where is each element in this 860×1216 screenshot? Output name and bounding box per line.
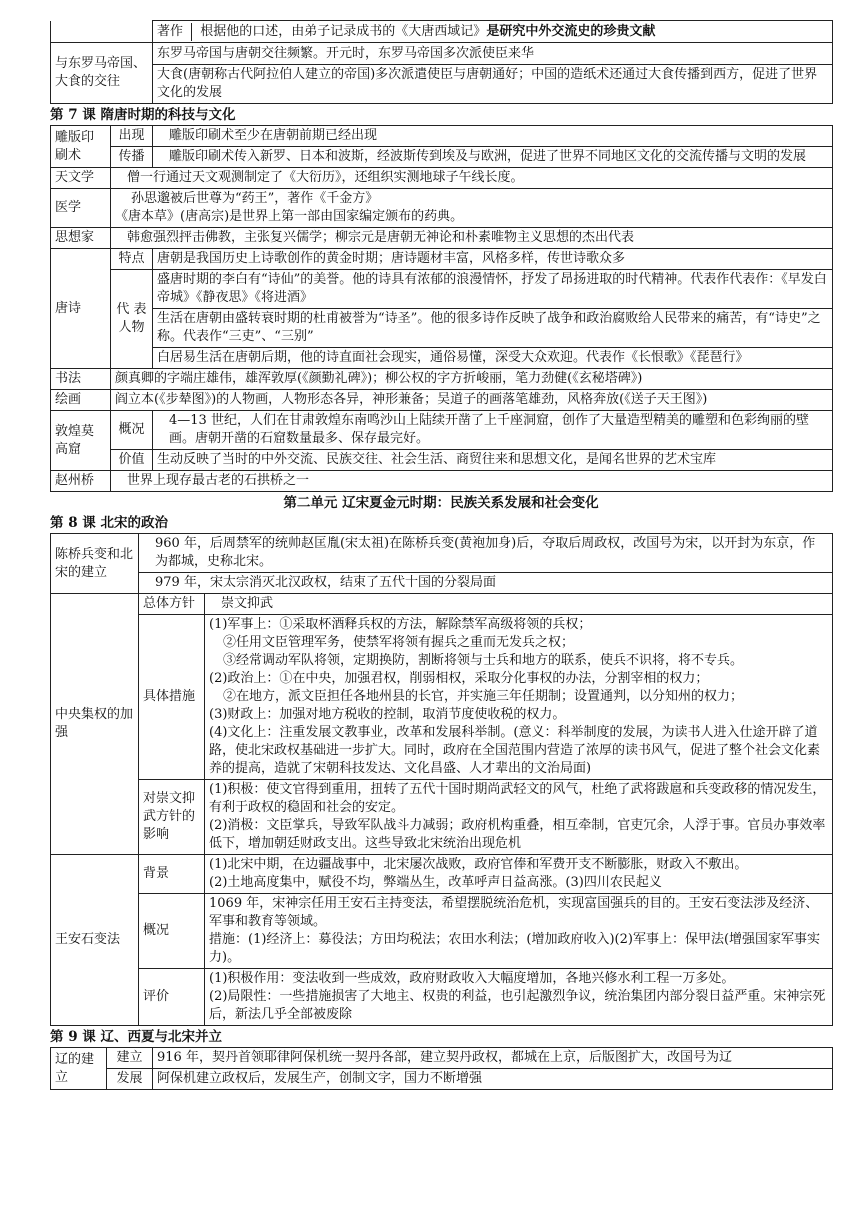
- table-row: [51, 369, 833, 390]
- row-label: 中央集权的加强: [51, 594, 139, 855]
- table-cell: 雕版印刷术至少在唐朝前期已经出现: [153, 126, 833, 147]
- table-cell: 僧一行通过天文观测制定了《大衍历》，还组织实测地球子午线长度。: [111, 168, 833, 189]
- table-row: [51, 228, 833, 249]
- table-row: [51, 969, 833, 1026]
- table-cell: [205, 615, 833, 780]
- row-label: 绘画: [51, 390, 111, 411]
- sub-label: 发展: [107, 1069, 153, 1090]
- table-row: [51, 249, 833, 270]
- sub-label: 建立: [107, 1048, 153, 1069]
- row-label: 天文学: [51, 168, 111, 189]
- table-row: [51, 21, 833, 43]
- sub-label: 具体措施: [139, 615, 205, 780]
- table-cell: 大食(唐朝称古代阿拉伯人建立的帝国)多次派遣使臣与唐朝通好；中国的造纸术还通过大食传播到西方，促进了世界文化的发展: [153, 65, 833, 104]
- table-row: [51, 615, 833, 780]
- table-row: [51, 855, 833, 894]
- lesson8-table: [50, 533, 833, 1026]
- sub-label: 对崇文抑武方针的影响: [139, 780, 205, 855]
- table-cell: 979 年，宋太宗消灭北汉政权，结束了五代十国的分裂局面: [139, 573, 833, 594]
- table-cell: [205, 894, 833, 969]
- row-label: 与东罗马帝国、大食的交往: [51, 43, 153, 104]
- lesson7-table: [50, 125, 833, 492]
- cell-line: (2)消极：文臣掌兵，导致军队战斗力减弱；政府机构重叠，相互牵制，官吏冗余，人浮于事。官员办事效率低下，增加朝廷财政支出。这些导致北宋统治出现危机: [209, 818, 826, 851]
- table-row: [51, 534, 833, 573]
- table-row: [51, 594, 833, 615]
- table-cell: [111, 189, 833, 228]
- cell-line: (2)政治上：①在中央，加强君权，削弱相权，采取分化事权的办法，分割宰相的权力；: [209, 671, 709, 686]
- row-label: 思想家: [51, 228, 111, 249]
- sub-label: 出现: [111, 126, 153, 147]
- lesson8-heading: 第 8 课 北宋的政治: [50, 515, 168, 531]
- table-row: [51, 147, 833, 168]
- row-label: 唐诗: [51, 249, 111, 369]
- row-label: 陈桥兵变和北宋的建立: [51, 534, 139, 594]
- sub-label: 概况: [139, 894, 205, 969]
- table-cell: 4—13 世纪，人们在甘肃敦煌东南鸣沙山上陆续开凿了上千座洞窟，创作了大量造型精美的雕塑和色彩绚丽的壁画。唐朝开凿的石窟数量最多、保存最完好。: [153, 411, 833, 450]
- table-cell: 阎立本(《步辇图》)的人物画，人物形态各异，神形兼备；吴道子的画落笔雄劲，风格奔放(《送子天王图》): [111, 390, 833, 411]
- cell-line: 1069 年，宋神宗任用王安石主持变法，希望摆脱统治危机，实现富国强兵的目的。王安石变法涉及经济、军事和教育等领域。: [209, 896, 819, 929]
- table-cell: 雕版印刷术传入新罗、日本和波斯，经波斯传到埃及与欧洲，促进了世界不同地区文化的交流传播与文明的发展: [153, 147, 833, 168]
- lesson9-table: [50, 1047, 833, 1090]
- table-row: [51, 573, 833, 594]
- row-label: 雕版印刷术: [51, 126, 111, 168]
- sub-label: 总体方针: [139, 594, 205, 615]
- row-label: 王安石变法: [51, 855, 139, 1026]
- lesson9-heading: 第 9 课 辽、西夏与北宋并立: [50, 1029, 222, 1045]
- table-row: [51, 471, 833, 492]
- row-label: 书法: [51, 369, 111, 390]
- table-row: [51, 390, 833, 411]
- sub-label: 特点: [111, 249, 153, 270]
- sub-label: 著作: [157, 23, 184, 39]
- table-cell: 白居易生活在唐朝后期，他的诗直面社会现实，通俗易懂，深受大众欢迎。代表作《长恨歌》《琵琶行》: [153, 348, 833, 369]
- cell-line: (2)局限性：一些措施损害了大地主、权贵的利益，也引起激烈争议，统治集团内部分裂日益严重。宋神宗死后，新法几乎全部被废除: [209, 989, 826, 1022]
- cell-line: (1)积极作用：变法收到一些成效，政府财政收入大幅度增加，各地兴修水利工程一万多处。: [209, 971, 735, 986]
- cell-line: 孙思邈被后世尊为“药王”，著作《千金方》: [131, 191, 379, 206]
- cell-line: ②任用文臣管理军务，使禁军将领有握兵之重而无发兵之权；: [223, 635, 575, 650]
- sub-label: 概况: [111, 411, 153, 450]
- table-cell: 960 年，后周禁军的统帅赵匡胤(宋太祖)在陈桥兵变(黄袍加身)后，夺取后周政权，改国号为宋，以开封为东京，作为都城，史称北宋。: [139, 534, 833, 573]
- row-label: 医学: [51, 189, 111, 228]
- cell-bold-text: 是研究中外交流史的珍贵文献: [486, 23, 656, 39]
- sub-label: 背景: [139, 855, 205, 894]
- table-row: [51, 1069, 833, 1090]
- table-cell: 韩愈强烈抨击佛教，主张复兴儒学；柳宗元是唐朝无神论和朴素唯物主义思想的杰出代表: [111, 228, 833, 249]
- sub-label: 评价: [139, 969, 205, 1026]
- sub-label: 价值: [111, 450, 153, 471]
- table-cell: [205, 780, 833, 855]
- table-row: [51, 894, 833, 969]
- cell-line: (1)积极：使文官得到重用，扭转了五代十国时期尚武轻文的风气，杜绝了武将跋扈和兵变政移的情况发生，有利于政权的稳固和社会的安定。: [209, 782, 826, 815]
- row-label: 辽的建立: [51, 1048, 107, 1090]
- cell-line: (1)北宋中期，在边疆战事中，北宋屡次战败，政府官俸和军费开支不断膨胀，财政入不敷出。: [209, 857, 748, 872]
- table-cell: 崇文抑武: [205, 594, 833, 615]
- table-row: [51, 189, 833, 228]
- table-cell: 916 年，契丹首领耶律阿保机统一契丹各部，建立契丹政权，都城在上京，后版图扩大，改国号为辽: [153, 1048, 833, 1069]
- table-cell: [153, 21, 833, 43]
- table-row: [51, 780, 833, 855]
- row-label: 敦煌莫高窟: [51, 411, 111, 471]
- document-page: [50, 20, 832, 1090]
- table-row: [51, 126, 833, 147]
- table-cell: 阿保机建立政权后，发展生产，创制文字，国力不断增强: [153, 1069, 833, 1090]
- lesson7-heading: 第 7 课 隋唐时期的科技与文化: [50, 107, 236, 123]
- unit-title: 第二单元 辽宋夏金元时期：民族关系发展和社会变化: [283, 495, 599, 511]
- cell-line: (1)军事上：①采取杯酒释兵权的方法，解除禁军高级将领的兵权；: [209, 617, 592, 632]
- table-cell: 世界上现存最古老的石拱桥之一: [111, 471, 833, 492]
- table-row: [51, 1048, 833, 1069]
- table-cell: [205, 855, 833, 894]
- sub-label: 传播: [111, 147, 153, 168]
- table-row: [51, 43, 833, 65]
- exchange-table: [50, 20, 833, 104]
- cell-line: (2)土地高度集中，赋役不均，弊端丛生，改革呼声日益高涨。(3)四川农民起义: [209, 875, 662, 890]
- table-row: [51, 348, 833, 369]
- cell-line: (3)财政上：加强对地方税收的控制，取消节度使收税的权力。: [209, 707, 566, 722]
- table-row: [51, 168, 833, 189]
- cell-line: 措施：(1)经济上：募役法；方田均税法；农田水利法；(增加政府收入)(2)军事上：保甲法(增强国家军事实力)。: [209, 932, 821, 965]
- cell-line: ②在地方，派文臣担任各地州县的长官，并实施三年任期制；设置通判，以分知州的权力；: [223, 689, 744, 704]
- table-cell: 唐朝是我国历史上诗歌创作的黄金时期；唐诗题材丰富，风格多样，传世诗歌众多: [153, 249, 833, 270]
- table-cell: [205, 969, 833, 1026]
- sub-label: 代 表人物: [111, 270, 153, 369]
- table-cell: 生活在唐朝由盛转衰时期的杜甫被誉为“诗圣”。他的很多诗作反映了战争和政治腐败给人民带来的痛苦，有“诗史”之称。代表作“三吏”、“三别”: [153, 309, 833, 348]
- table-row: [51, 309, 833, 348]
- cell-text: 根据他的口述，由弟子记录成书的《大唐西域记》: [200, 23, 487, 39]
- row-label: 赵州桥: [51, 471, 111, 492]
- table-row: [51, 65, 833, 104]
- table-cell: 生动反映了当时的中外交流、民族交往、社会生活、商贸往来和思想文化，是闻名世界的艺术宝库: [153, 450, 833, 471]
- table-cell: 颜真卿的字端庄雄伟，雄浑敦厚(《颜勤礼碑》)；柳公权的字方折峻丽，笔力劲健(《玄秘塔碑》): [111, 369, 833, 390]
- cell-line: ③经常调动军队将领，定期换防，割断将领与士兵和地方的联系，使兵不识将，将不专兵。: [223, 653, 744, 668]
- cell-line: 《唐本草》(唐高宗)是世界上第一部由国家编定颁布的药典。: [115, 209, 464, 224]
- table-cell: 盛唐时期的李白有“诗仙”的美誉。他的诗具有浓郁的浪漫情怀，抒发了昂扬进取的时代精神。代表作代表作：《早发白帝城》《静夜思》《将进酒》: [153, 270, 833, 309]
- table-row: [51, 450, 833, 471]
- table-cell: 东罗马帝国与唐朝交往频繁。开元时，东罗马帝国多次派使臣来华: [153, 43, 833, 65]
- table-row: [51, 270, 833, 309]
- cell-line: (4)文化上：注重发展文教事业，改革和发展科举制。(意义：科举制度的发展，为读书人进入仕途开辟了道路，使北宋政权基础进一步扩大。同时，政府在全国范围内营造了浓厚的读书风气，促进了整个社会文化素养的提高，造就了宋朝科技发达、文化昌盛、人才辈出的文治局面): [209, 725, 821, 776]
- table-row: [51, 411, 833, 450]
